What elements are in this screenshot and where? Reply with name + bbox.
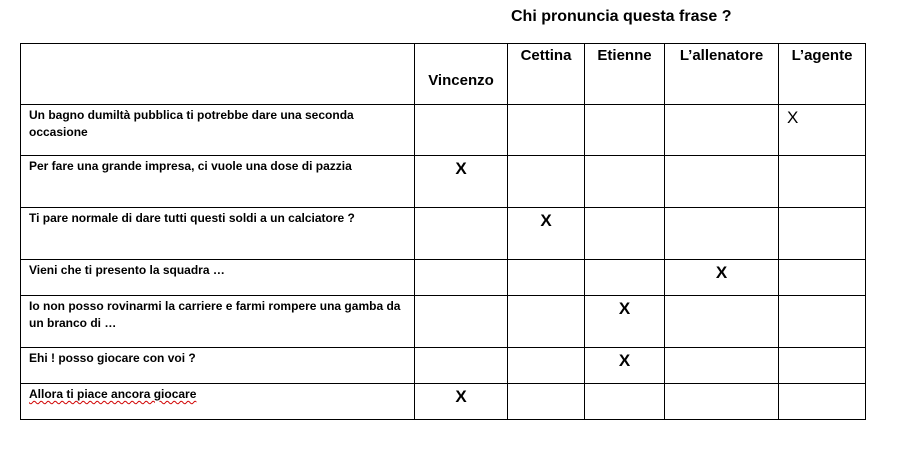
table-row [21,105,866,156]
mark-cell [508,260,585,296]
table-row [21,384,866,420]
table-row [21,348,866,384]
table-row [21,260,866,296]
mark-cell [415,105,508,156]
mark-cell [585,260,665,296]
table-row [21,296,866,348]
mark-cell [508,348,585,384]
column-header-etienne: Etienne [585,44,665,105]
mark-cell [585,384,665,420]
mark-cell [585,208,665,260]
mark-cell [665,156,779,208]
table-row [21,156,866,208]
mark-cell [779,260,866,296]
mark-cell [665,348,779,384]
column-header-vincenzo: Vincenzo [415,44,508,105]
mark-cell [415,260,508,296]
mark-cell [665,384,779,420]
mark-cell [665,208,779,260]
mark-cell [779,296,866,348]
mark-cell [415,348,508,384]
page-title: Chi pronuncia questa frase ? [511,8,732,25]
mark-cell [508,105,585,156]
mark-cell: X [779,105,866,156]
mark-cell [779,208,866,260]
mark-cell [585,105,665,156]
mark-cell: X [585,296,665,348]
phrase-cell: Per fare una grande impresa, ci vuole una dose di pazzia [21,156,415,208]
phrase-cell: Ehi ! posso giocare con voi ? [21,348,415,384]
column-header-cettina: Cettina [508,44,585,105]
mark-cell [665,296,779,348]
mark-cell: X [415,156,508,208]
mark-cell [585,156,665,208]
table-row [21,208,866,260]
phrase-cell: Un bagno dumiltà pubblica ti potrebbe dare una seconda occasione [21,105,415,156]
phrase-cell: Ti pare normale di dare tutti questi soldi a un calciatore ? [21,208,415,260]
phrase-cell: Io non posso rovinarmi la carriere e farmi rompere una gamba da un branco di … [21,296,415,348]
mark-cell [415,296,508,348]
mark-cell: X [665,260,779,296]
mark-cell: X [508,208,585,260]
header-row [21,44,866,105]
mark-cell [508,384,585,420]
header-empty-cell [21,44,415,105]
spellcheck-underlined-text: Allora ti piace ancora giocare [29,387,197,401]
mark-cell [779,384,866,420]
phrase-cell [21,384,415,420]
column-header-allenatore: L’allenatore [665,44,779,105]
mark-cell [508,296,585,348]
mark-cell: X [415,384,508,420]
column-header-agente: L’agente [779,44,866,105]
mark-cell [415,208,508,260]
mark-cell [508,156,585,208]
phrase-cell: Vieni che ti presento la squadra … [21,260,415,296]
mark-cell [779,156,866,208]
attribution-table [20,43,866,420]
mark-cell: X [585,348,665,384]
mark-cell [665,105,779,156]
mark-cell [779,348,866,384]
